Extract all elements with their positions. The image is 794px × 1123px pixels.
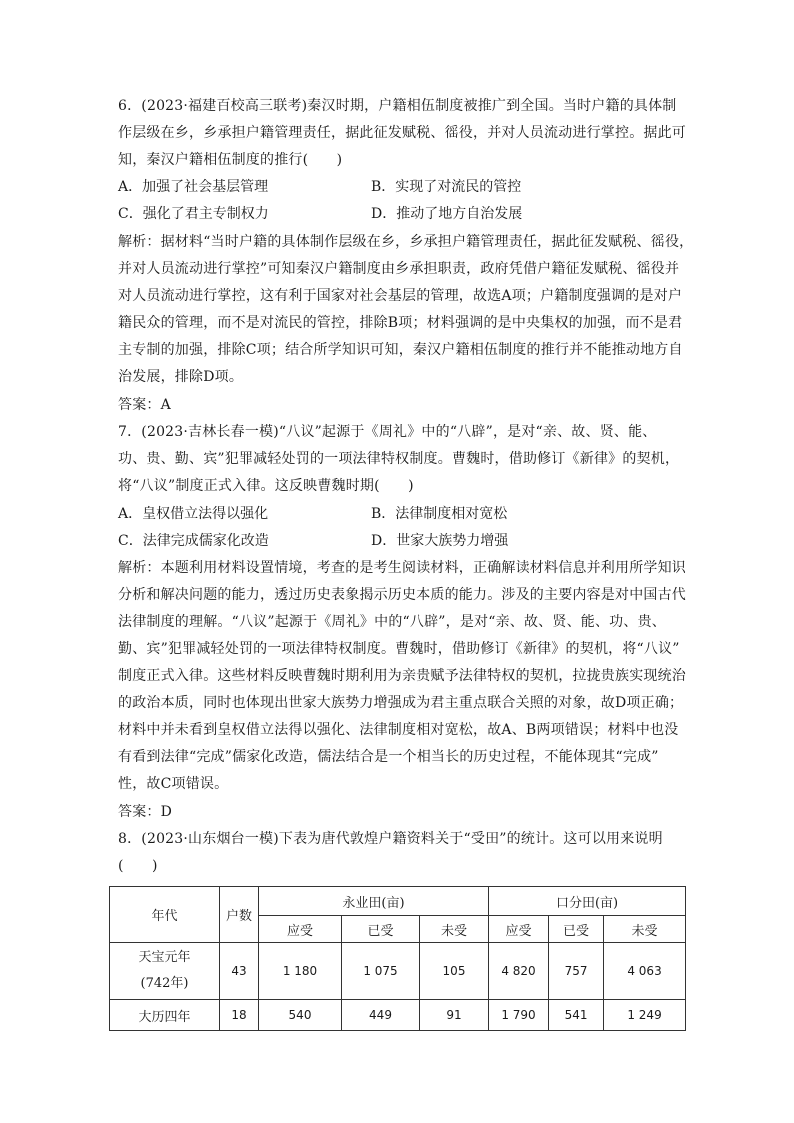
subheader-koufen-received: 已受 [549, 916, 604, 943]
q7-analysis-line-2: 分析和解决问题的能力，透过历史表象揭示历史本质的能力。涉及的主要内容是对中国古代 [118, 587, 686, 603]
q6-option-d: D．推动了地方自治发展 [371, 206, 523, 222]
q7-stem-line-1: 7．(2023·吉林长春一模)“八议”起源于《周礼》中的“八辟”，是对“亲、故、贤、能、 [118, 424, 657, 440]
table-row [110, 1000, 686, 1031]
row-era-cell [110, 943, 220, 1000]
q7-analysis-line-8: 有看到法律“完成”儒家化改造，儒法结合是一个相当长的历史过程，不能体现其“完成” [118, 749, 659, 765]
row-value: 757 [549, 943, 604, 1000]
q7-analysis-line-1: 解析：本题利用材料设置情境，考查的是考生阅读材料，正确解读材料信息并利用所学知识 [118, 560, 686, 576]
q6-stem-line-3: 知，秦汉户籍相伍制度的推行( ) [118, 152, 343, 168]
row-value: 1 180 [259, 943, 342, 1000]
header-households: 户数 [220, 887, 259, 943]
q7-option-b: B．法律制度相对宽松 [371, 506, 508, 522]
subheader-yongye-due: 应受 [259, 916, 342, 943]
q6-analysis-line-6: 治发展，排除D项。 [118, 369, 244, 385]
header-koufen-land: 口分田(亩) [489, 887, 686, 916]
row-value: 105 [420, 943, 489, 1000]
row-era: 天宝元年 [138, 950, 191, 965]
q6-analysis-line-5: 主专制的加强，排除C项；结合所学知识可知，秦汉户籍相伍制度的推行并不能推动地方自 [118, 342, 683, 358]
q7-analysis-line-4: 勤、宾”犯罪减轻处罚的一项法律特权制度。曹魏时，借助修订《新律》的契机，将“八议” [118, 641, 680, 657]
q6-option-a: A．加强了社会基层管理 [118, 179, 269, 195]
q7-option-d: D．世家大族势力增强 [371, 533, 509, 549]
row-value: 4 063 [604, 943, 686, 1000]
q7-answer: 答案：D [118, 804, 173, 820]
q6-option-b: B．实现了对流民的管控 [371, 179, 522, 195]
q6-option-c: C．强化了君主专制权力 [118, 206, 269, 222]
q8-stem-line-2: ( ) [118, 858, 158, 874]
row-era: 大历四年 [110, 1000, 220, 1031]
subheader-yongye-received: 已受 [342, 916, 420, 943]
q7-stem-line-2: 功、贵、勤、宾”犯罪减轻处罚的一项法律特权制度。曹魏时，借助修订《新律》的契机， [118, 451, 680, 467]
header-yongye-land: 永业田(亩) [259, 887, 489, 916]
row-value: 1 075 [342, 943, 420, 1000]
q7-analysis-line-7: 材料中并未看到皇权借立法得以强化、法律制度相对宽松，故A、B两项错误；材料中也没 [118, 722, 679, 738]
row-value: 1 249 [604, 1000, 686, 1031]
q6-analysis-line-3: 对人员流动进行掌控，这有利于国家对社会基层的管理，故选A项；户籍制度强调的是对户 [118, 288, 683, 304]
header-era: 年代 [110, 887, 220, 943]
q6-analysis-line-2: 并对人员流动进行掌控”可知秦汉户籍制度由乡承担职责，政府凭借户籍征发赋税、徭役并 [118, 261, 680, 277]
q7-analysis-line-5: 制度正式入律。这些材料反映曹魏时期利用为亲贵赋予法律特权的契机，拉拢贵族实现统治 [118, 668, 686, 684]
q6-stem-line-2: 作层级在乡，乡承担户籍管理责任，据此征发赋税、徭役，并对人员流动进行掌控。据此可 [118, 125, 686, 141]
row-value: 449 [342, 1000, 420, 1031]
q7-analysis-line-6: 的政治本质，同时也体现出世家大族势力增强成为君主重点联合关照的对象，故D项正确； [118, 695, 684, 711]
subheader-yongye-unreceived: 未受 [420, 916, 489, 943]
row-households: 18 [220, 1000, 259, 1031]
subheader-koufen-due: 应受 [489, 916, 549, 943]
q7-analysis-line-9: 性，故C项错误。 [118, 776, 229, 792]
row-households: 43 [220, 943, 259, 1000]
row-value: 91 [420, 1000, 489, 1031]
row-value: 540 [259, 1000, 342, 1031]
q6-analysis-line-1: 解析：据材料“当时户籍的具体制作层级在乡，乡承担户籍管理责任，据此征发赋税、徭役， [118, 234, 694, 250]
q7-option-a: A．皇权借立法得以强化 [118, 506, 269, 522]
row-value: 541 [549, 1000, 604, 1031]
q6-stem-line-1: 6．(2023·福建百校高三联考)秦汉时期，户籍相伍制度被推广到全国。当时户籍的具体制 [118, 98, 677, 114]
row-era-sub: (742年) [140, 976, 189, 991]
subheader-koufen-unreceived: 未受 [604, 916, 686, 943]
q6-analysis-line-4: 籍民众的管理，而不是对流民的管控，排除B项；材料强调的是中央集权的加强，而不是君 [118, 315, 683, 331]
land-allocation-table [109, 886, 686, 1031]
row-value: 4 820 [489, 943, 549, 1000]
q7-option-c: C．法律完成儒家化改造 [118, 533, 269, 549]
table-row [110, 943, 686, 1000]
q7-stem-line-3: 将“八议”制度正式入律。这反映曹魏时期( ) [118, 478, 414, 494]
table-header-row [110, 887, 686, 916]
q8-stem-line-1: 8．(2023·山东烟台一模)下表为唐代敦煌户籍资料关于“受田”的统计。这可以用来说明 [118, 831, 663, 847]
row-value: 1 790 [489, 1000, 549, 1031]
q7-analysis-line-3: 法律制度的理解。“八议”起源于《周礼》中的“八辟”，是对“亲、故、贤、能、功、贵、 [118, 614, 666, 630]
q6-answer: 答案：A [118, 397, 171, 413]
